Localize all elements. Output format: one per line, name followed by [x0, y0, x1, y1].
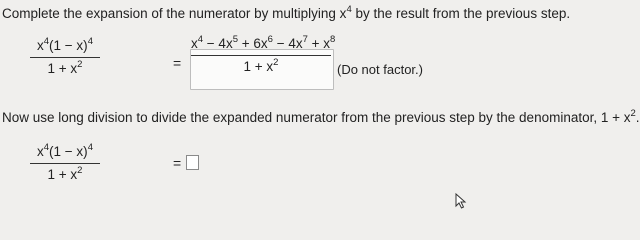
step2-instruction	[2, 110, 640, 126]
term-1-exp: 4	[197, 34, 204, 45]
expression-1-fraction	[30, 38, 100, 77]
answer-field-2[interactable]	[186, 155, 199, 170]
mouse-pointer-icon	[455, 193, 467, 209]
answer-1-numerator	[191, 34, 336, 52]
numerator-paren-exponent: 4	[87, 142, 93, 153]
term-3-exp: 6	[267, 34, 273, 45]
fraction-bar	[30, 57, 100, 58]
denominator-base: 1 + x	[243, 59, 274, 74]
expression-2-denominator	[30, 167, 100, 183]
term-3: + 6x	[238, 36, 268, 51]
expression-1-denominator	[30, 61, 100, 77]
term-2-exp: 5	[232, 34, 238, 45]
answer-1-denominator	[191, 59, 331, 75]
numerator-paren: (1 − x)	[49, 38, 88, 53]
denominator-exponent: 2	[273, 57, 279, 68]
term-5: + x	[307, 36, 331, 51]
step1-instruction-exponent: 4	[346, 4, 352, 15]
numerator-paren-exponent: 4	[87, 36, 93, 47]
denominator-base: 1 + x	[47, 61, 78, 76]
term-4: − 4x	[272, 36, 303, 51]
expression-2-fraction	[30, 144, 100, 183]
equals-sign-1: =	[173, 55, 182, 71]
denominator-base: 1 + x	[47, 167, 78, 182]
numerator-exponent: 4	[43, 36, 50, 47]
step2-instruction-suffix: .	[635, 110, 640, 125]
numerator-paren: (1 − x)	[49, 144, 88, 159]
denominator-exponent: 2	[77, 59, 83, 70]
fraction-bar	[191, 55, 331, 56]
step1-instruction-text: Complete the expansion of the numerator by multiplying x	[2, 6, 347, 21]
equals-sign-2: =	[173, 155, 182, 171]
expression-1-numerator	[30, 38, 100, 54]
step2-instruction-exponent: 2	[630, 108, 636, 119]
step2-instruction-text: Now use long division to divide the expanded numerator from the previous step by the denominator, 1 + x	[2, 110, 631, 125]
step1-instruction	[2, 6, 570, 22]
step1-instruction-suffix: by the result from the previous step.	[351, 6, 571, 21]
term-1: x	[191, 36, 198, 51]
denominator-exponent: 2	[77, 165, 83, 176]
numerator-base: x	[37, 38, 44, 53]
term-4-exp: 7	[302, 34, 308, 45]
expression-2-numerator	[30, 144, 100, 160]
term-5-exp: 8	[330, 34, 336, 45]
do-not-factor-note: (Do not factor.)	[337, 62, 423, 77]
numerator-exponent: 4	[43, 142, 50, 153]
fraction-bar	[30, 163, 100, 164]
term-2: − 4x	[203, 36, 233, 51]
answer-1-fraction	[191, 34, 336, 75]
numerator-base: x	[37, 144, 44, 159]
